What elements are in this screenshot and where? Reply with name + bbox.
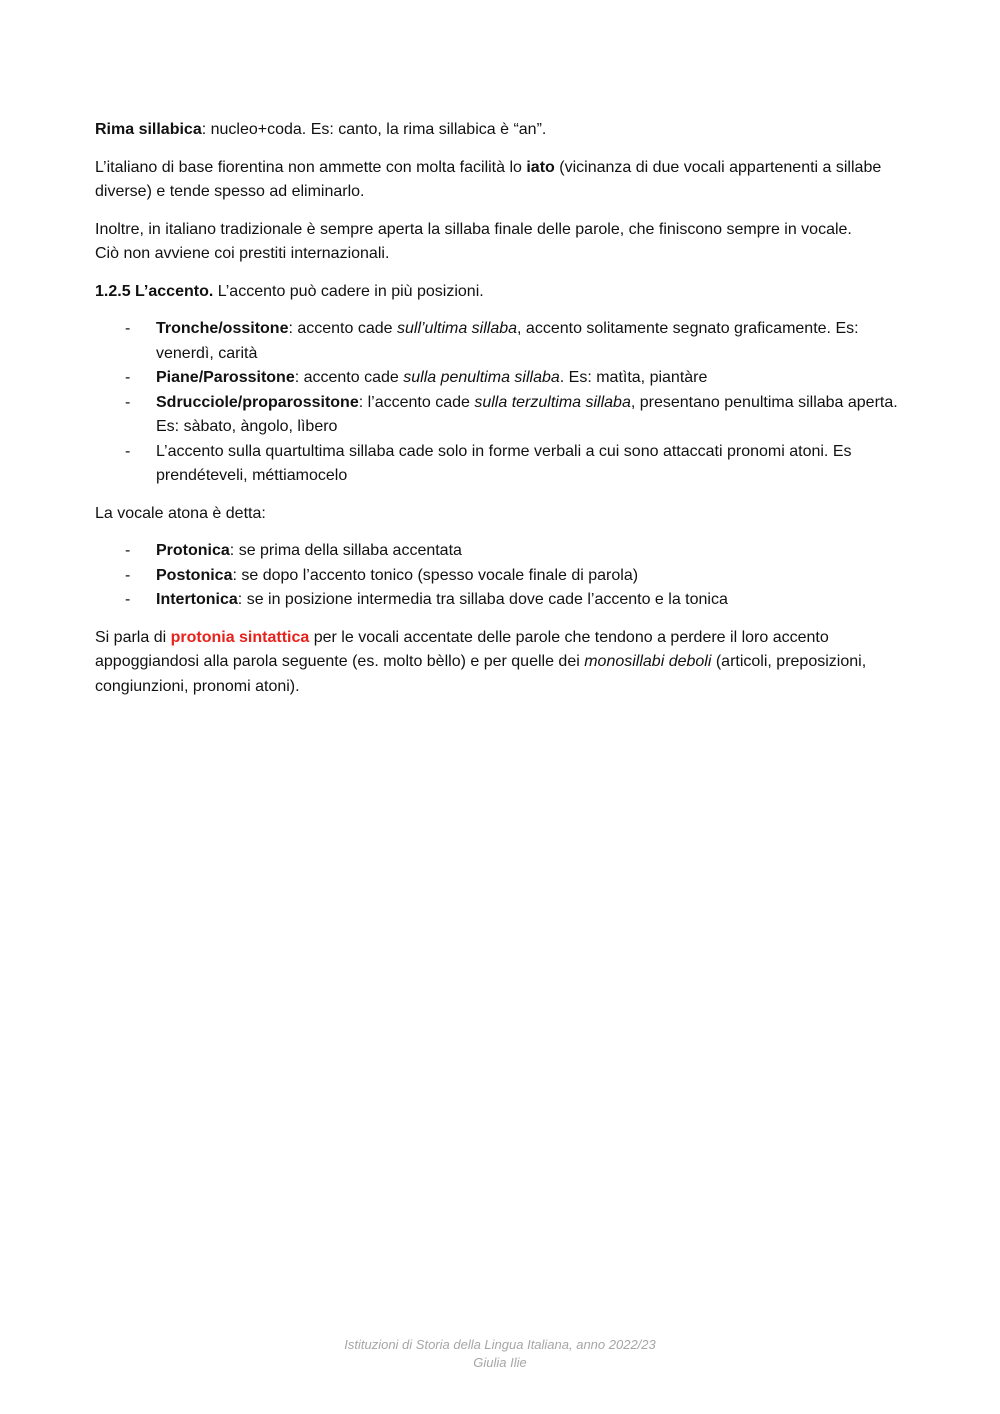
paragraph-iato: L’italiano di base fiorentina non ammette con molta facilità lo iato (vicinanza di due vocali appartenenti a sillabe diverse) e tende spesso ad eliminarlo.: [95, 158, 882, 200]
paragraph-vocale-atona: La vocale atona è detta:: [95, 504, 266, 522]
dash-bullet: -: [125, 320, 131, 337]
section-accento: 1.2.5 L’accento. L’accento può cadere in più posizioni.: [95, 282, 484, 300]
atona-list: [95, 539, 907, 613]
list-item: - Protonica: se prima della sillaba accentata: [95, 539, 907, 564]
dash-bullet: -: [125, 542, 131, 559]
list-item: - Tronche/ossitone: accento cade sull’ultima sillaba, accento solitamente segnato graficamente. Es: venerdì, carità: [95, 317, 907, 366]
paragraph-rima-sillabica: Rima sillabica: nucleo+coda. Es: canto, la rima sillabica è “an”.: [95, 121, 547, 138]
dash-bullet: -: [125, 442, 131, 460]
footer-author: Giulia Ilie: [473, 1355, 527, 1370]
dash-bullet: -: [125, 591, 131, 608]
dash-bullet: -: [125, 566, 131, 584]
highlight-protonia-sintattica: protonia sintattica: [170, 628, 310, 646]
paragraph-sillaba-finale: Inoltre, in italiano tradizionale è sempre aperta la sillaba finale delle parole, che finiscono sempre in vocale. Ciò non avviene coi prestiti internazionali.: [95, 220, 852, 262]
document-body: [95, 118, 907, 712]
list-item: - Postonica: se dopo l’accento tonico (spesso vocale finale di parola): [95, 564, 907, 589]
list-item: - L’accento sulla quartultima sillaba cade solo in forme verbali a cui sono attaccati pronomi atoni. Es prendéteveli, méttiamocelo: [95, 440, 907, 489]
list-item: - Intertonica: se in posizione intermedia tra sillaba dove cade l’accento e la tonica: [95, 588, 907, 613]
dash-bullet: -: [125, 369, 131, 386]
list-item: - Sdrucciole/proparossitone: l’accento cade sulla terzultima sillaba, presentano penultima sillaba aperta. Es: sàbato, àngolo, lìbero: [95, 391, 907, 440]
dash-bullet: -: [125, 393, 131, 411]
section-heading: 1.2.5 L’accento.: [95, 282, 214, 300]
term-iato: iato: [526, 158, 555, 176]
paragraph-protonia: Si parla di protonia sintattica per le vocali accentate delle parole che tendono a perdere il loro accento appoggiandosi alla parola seguente (es. molto bèllo) e per quelle dei monosillabi deboli (articoli, preposizioni, congiunzioni, pronomi atoni).: [95, 628, 867, 695]
accent-position-list: [95, 317, 907, 489]
term-rima-sillabica: Rima sillabica: [95, 121, 202, 138]
page-footer: [0, 1336, 1000, 1372]
footer-course: Istituzioni di Storia della Lingua Italiana, anno 2022/23: [344, 1337, 656, 1352]
list-item: - Piane/Parossitone: accento cade sulla penultima sillaba. Es: matìta, piantàre: [95, 366, 907, 391]
